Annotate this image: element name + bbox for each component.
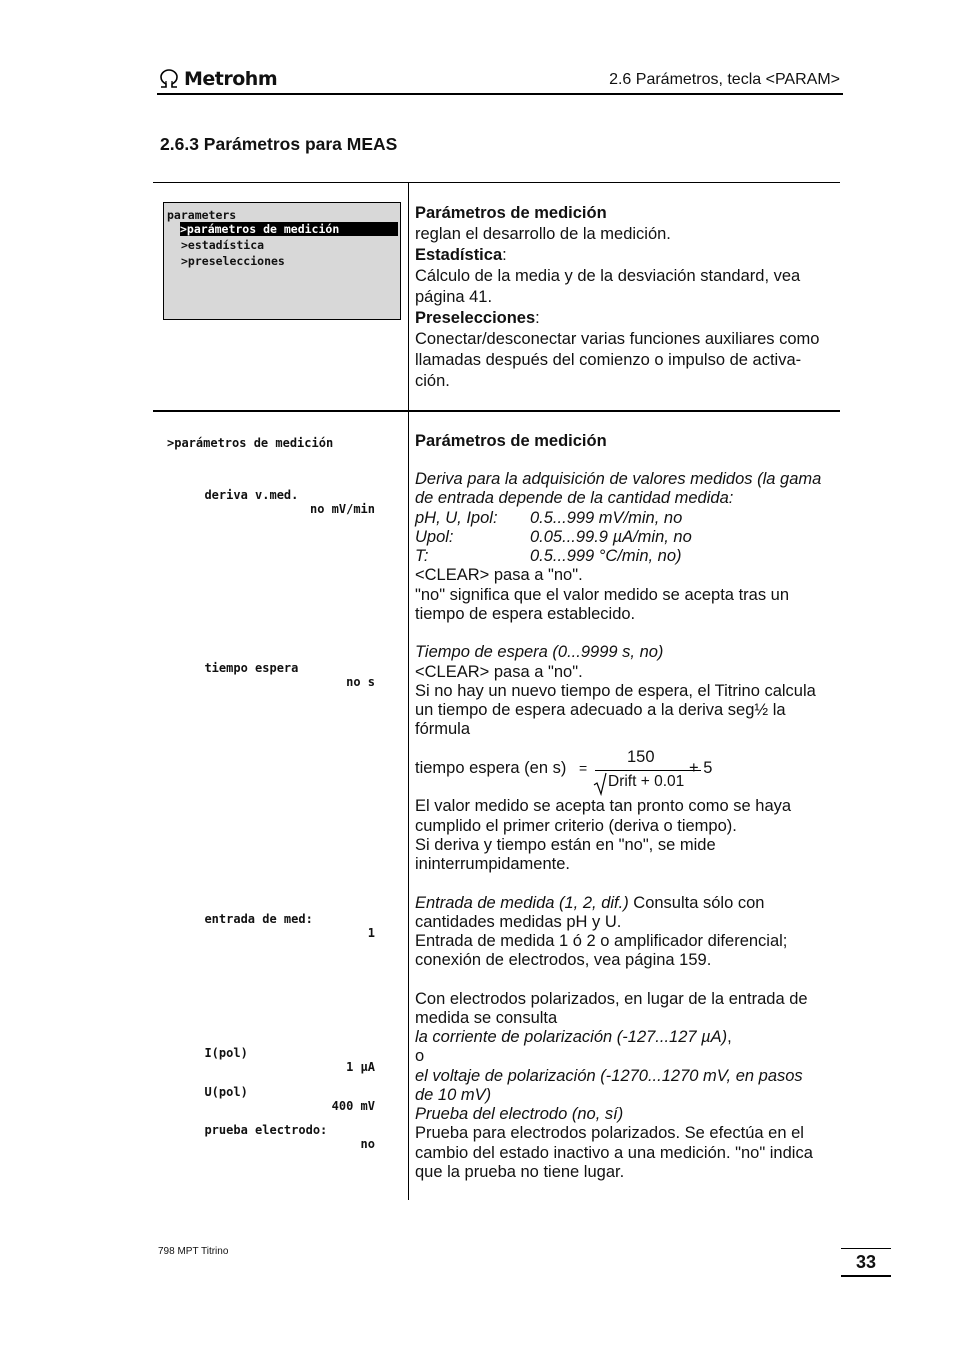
- upol-label: U(pol): [204, 1085, 248, 1099]
- upol-value: 400 mV: [331, 1099, 375, 1113]
- prueba-line-3: que la prueba no tiene lugar.: [415, 1163, 625, 1181]
- fraction-bar: [595, 770, 701, 771]
- tiempo-line-5: fórmula: [415, 720, 471, 738]
- display-prueba: [190, 1109, 375, 1151]
- page-title: 2.6.3 Parámetros para MEAS: [160, 134, 398, 154]
- range-upol-label: Upol:: [415, 528, 454, 546]
- prueba-value: no: [360, 1137, 375, 1151]
- section-title-medicion: Parámetros de medición: [415, 432, 607, 450]
- lcd-line-estadistica: >estadística: [181, 238, 265, 252]
- entrada-line-5: Con electrodos polarizados, en lugar de la entrada de: [415, 990, 808, 1008]
- entrada-italic: Entrada de medida (1, 2, dif.): [415, 894, 629, 912]
- range-t-value: 0.5...999 °C/min, no): [530, 547, 682, 565]
- formula-denominator: Drift + 0.01: [608, 773, 685, 790]
- display-entrada: [190, 898, 375, 940]
- brand-name: Metrohm: [184, 68, 278, 90]
- page-number: 33: [855, 1252, 877, 1272]
- entrada-label: entrada de med:: [204, 912, 313, 926]
- deriva-line-2: de entrada depende de la cantidad medida:: [415, 489, 734, 507]
- tiempo-line-4: un tiempo de espera adecuado a la deriva seg½ la: [415, 701, 786, 719]
- estadistica-desc-2: página 41.: [415, 288, 493, 306]
- param-medicion-title: Parámetros de medición: [415, 204, 607, 222]
- deriva-note-2: tiempo de espera establecido.: [415, 605, 636, 623]
- tiempo-clear: <CLEAR> pasa a "no".: [415, 663, 583, 681]
- estadistica-title: [415, 245, 840, 266]
- deriva-label: deriva v.med.: [204, 488, 299, 502]
- formula-numerator: 150: [627, 748, 655, 766]
- deriva-range-t: [415, 546, 840, 567]
- lcd-line-parameters: parameters: [167, 208, 237, 222]
- entrada-line-9: el voltaje de polarización (-1270...1270 mV, en pasos: [415, 1067, 803, 1085]
- preselecciones-desc-3: ción.: [415, 372, 450, 390]
- deriva-value: no mV/min: [309, 502, 375, 516]
- range-ph-value: 0.5...999 mV/min, no: [530, 509, 683, 527]
- footer-model: 798 MPT Titrino: [158, 1246, 229, 1257]
- tiempo-line-9: ininterrumpidamente.: [415, 855, 570, 873]
- entrada-line-8: o: [415, 1047, 425, 1065]
- tiempo-line-7: cumplido el primer criterio (deriva o tiempo).: [415, 817, 737, 835]
- display-upol: [190, 1071, 375, 1113]
- ipol-value: 1 µA: [346, 1060, 375, 1074]
- tiempo-line-3: Si no hay un nuevo tiempo de espera, el Titrino calcula: [415, 682, 816, 700]
- preselecciones-desc-2: llamadas después del comienzo o impulso de activa-: [415, 351, 802, 369]
- prueba-line-2: cambio del estado inactivo a una medición. "no" indica: [415, 1144, 813, 1162]
- range-upol-value: 0.05...99.9 µA/min, no: [530, 528, 692, 546]
- param-medicion-desc: reglan el desarrollo de la medición.: [415, 225, 671, 243]
- lcd-line-preselecciones: >preselecciones: [181, 254, 285, 268]
- display-title: >parámetros de medición: [167, 436, 334, 450]
- tiempo-line-8: Si deriva y tiempo están en "no", se mide: [415, 836, 716, 854]
- header-rule: [157, 93, 843, 95]
- formula-equals: =: [579, 760, 588, 776]
- ipol-range-italic: la corriente de polarización (-127...127 µA): [415, 1028, 728, 1046]
- deriva-range-upol: [415, 527, 840, 548]
- section-header: 2.6 Parámetros, tecla <PARAM>: [609, 71, 840, 88]
- table-mid-rule: [153, 410, 840, 412]
- display-ipol: [190, 1032, 375, 1074]
- entrada-line-1: [415, 893, 840, 914]
- deriva-line-1: Deriva para la adquisición de valores medidos (la gama: [415, 470, 822, 488]
- prueba-label: prueba electrodo:: [204, 1123, 328, 1137]
- page-number-bottom-rule: [841, 1275, 891, 1277]
- metrohm-omega-icon: [158, 69, 180, 89]
- lcd-line-selected: >parámetros de medición: [180, 222, 398, 236]
- prueba-title: Prueba del electrodo (no, sí): [415, 1105, 624, 1123]
- entrada-line-10: de 10 mV): [415, 1086, 492, 1104]
- prueba-line-1: Prueba para electrodos polarizados. Se efectúa en el: [415, 1124, 804, 1142]
- estadistica-label: Estadística: [415, 246, 503, 264]
- estadistica-desc-1: Cálculo de la media y de la desviación standard, vea: [415, 267, 801, 285]
- tiempo-line-1: Tiempo de espera (0...9999 s, no): [415, 643, 664, 661]
- range-ph-label: pH, U, Ipol:: [415, 509, 498, 527]
- preselecciones-colon: :: [535, 309, 540, 327]
- preselecciones-label: Preselecciones: [415, 309, 536, 327]
- entrada-line-4: conexión de electrodos, vea página 159.: [415, 951, 712, 969]
- entrada-line-6: medida se consulta: [415, 1009, 558, 1027]
- range-t-label: T:: [415, 547, 429, 565]
- display-deriva: [190, 474, 375, 516]
- ipol-label: I(pol): [204, 1046, 248, 1060]
- entrada-line-2: cantidades medidas pH y U.: [415, 913, 622, 931]
- entrada-normal: Consulta sólo con: [628, 894, 765, 912]
- entrada-line-3: Entrada de medida 1 ó 2 o amplificador diferencial;: [415, 932, 788, 950]
- display-tiempo: [190, 647, 375, 689]
- brand-logo: [158, 66, 277, 92]
- lcd-display: [163, 202, 401, 320]
- preselecciones-desc-1: Conectar/desconectar varias funciones auxiliares como: [415, 330, 820, 348]
- tiempo-line-6: El valor medido se acepta tan pronto como se haya: [415, 797, 792, 815]
- table-top-rule: [153, 182, 840, 183]
- preselecciones-title: [415, 308, 840, 329]
- tiempo-value: no s: [346, 675, 375, 689]
- deriva-note-1: "no" significa que el valor medido se acepta tras un: [415, 586, 790, 604]
- column-divider: [408, 182, 409, 1200]
- formula-lhs: tiempo espera (en s): [415, 759, 567, 777]
- sqrt-icon: [593, 772, 607, 796]
- deriva-clear: <CLEAR> pasa a "no".: [415, 566, 583, 584]
- formula-plus-five: + 5: [689, 759, 713, 777]
- formula: [415, 748, 735, 796]
- ipol-range-comma: ,: [727, 1028, 732, 1046]
- entrada-value: 1: [367, 926, 375, 940]
- entrada-line-7: [415, 1027, 840, 1048]
- estadistica-colon: :: [502, 246, 507, 264]
- tiempo-label: tiempo espera: [204, 661, 299, 675]
- deriva-range-ph: [415, 508, 840, 529]
